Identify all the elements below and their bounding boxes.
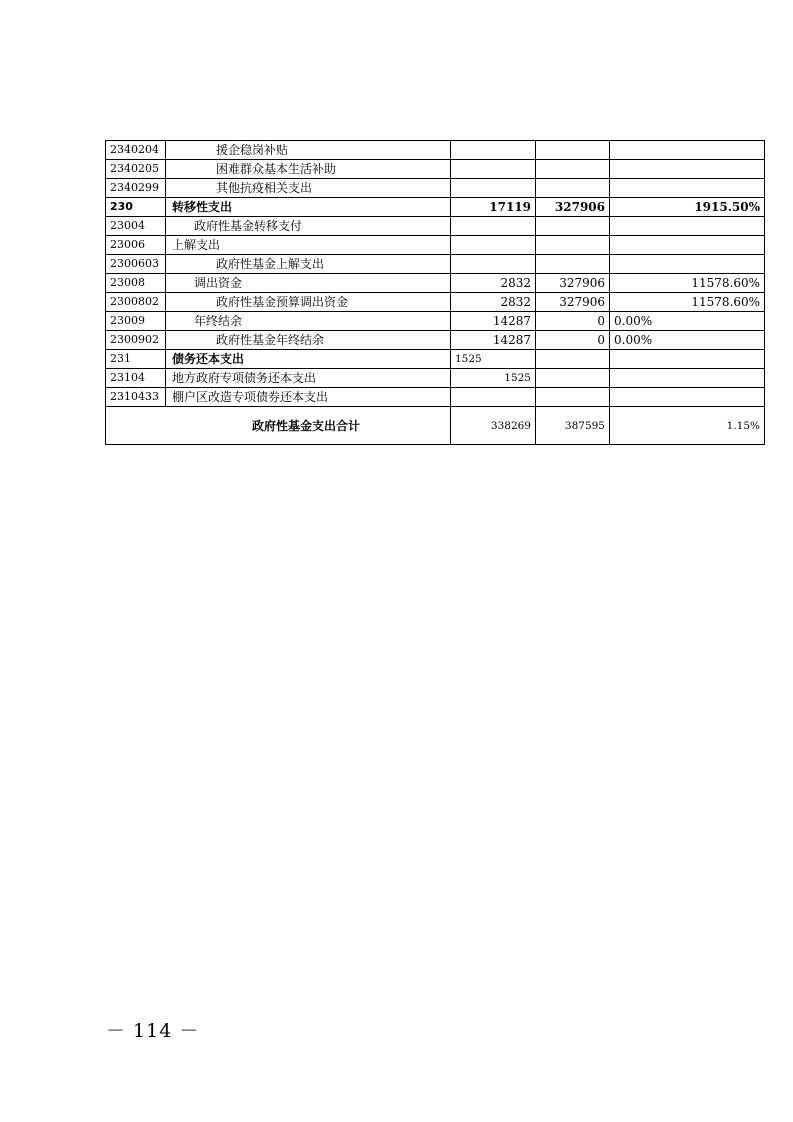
value-col1: 14287	[451, 312, 536, 331]
total-row	[106, 407, 765, 445]
value-col2: 327906	[536, 198, 610, 217]
value-col3	[610, 141, 765, 160]
item-name: 调出资金	[166, 274, 451, 293]
item-name: 棚户区改造专项债券还本支出	[166, 388, 451, 407]
value-col2: 327906	[536, 293, 610, 312]
item-name: 其他抗疫相关支出	[166, 179, 451, 198]
item-code: 230	[106, 198, 166, 217]
table-row	[106, 217, 765, 236]
value-col3	[610, 369, 765, 388]
value-col3	[610, 160, 765, 179]
table-row	[106, 255, 765, 274]
item-name: 年终结余	[166, 312, 451, 331]
value-col3: 0.00%	[610, 331, 765, 350]
table-row	[106, 141, 765, 160]
item-name: 政府性基金预算调出资金	[166, 293, 451, 312]
total-col3: 1.15%	[610, 407, 765, 445]
table-row	[106, 179, 765, 198]
value-col1: 1525	[451, 369, 536, 388]
value-col1	[451, 236, 536, 255]
table-row	[106, 293, 765, 312]
value-col1	[451, 388, 536, 407]
total-col2: 387595	[536, 407, 610, 445]
budget-table	[105, 140, 765, 445]
item-code: 23004	[106, 217, 166, 236]
item-name: 转移性支出	[166, 198, 451, 217]
value-col3	[610, 350, 765, 369]
value-col1	[451, 160, 536, 179]
value-col3	[610, 236, 765, 255]
value-col3	[610, 255, 765, 274]
item-code: 2300603	[106, 255, 166, 274]
item-name: 上解支出	[166, 236, 451, 255]
value-col2: 0	[536, 331, 610, 350]
item-code: 23006	[106, 236, 166, 255]
table-row	[106, 274, 765, 293]
table-row	[106, 331, 765, 350]
value-col2	[536, 350, 610, 369]
value-col1: 14287	[451, 331, 536, 350]
item-name: 政府性基金上解支出	[166, 255, 451, 274]
item-name: 援企稳岗补贴	[166, 141, 451, 160]
table-row	[106, 350, 765, 369]
item-code: 23104	[106, 369, 166, 388]
value-col2	[536, 388, 610, 407]
value-col3	[610, 388, 765, 407]
table-row	[106, 160, 765, 179]
item-code: 2310433	[106, 388, 166, 407]
table-row	[106, 312, 765, 331]
value-col1: 2832	[451, 274, 536, 293]
item-code: 2300902	[106, 331, 166, 350]
item-code: 2340205	[106, 160, 166, 179]
value-col3: 1915.50%	[610, 198, 765, 217]
value-col1	[451, 141, 536, 160]
value-col1: 17119	[451, 198, 536, 217]
value-col2	[536, 369, 610, 388]
table-row	[106, 236, 765, 255]
item-name: 地方政府专项债务还本支出	[166, 369, 451, 388]
value-col1: 2832	[451, 293, 536, 312]
table-row	[106, 369, 765, 388]
item-code: 2340299	[106, 179, 166, 198]
item-code: 2340204	[106, 141, 166, 160]
value-col3: 0.00%	[610, 312, 765, 331]
item-code: 23008	[106, 274, 166, 293]
total-label: 政府性基金支出合计	[106, 407, 451, 445]
value-col2	[536, 179, 610, 198]
item-code: 23009	[106, 312, 166, 331]
item-name: 债务还本支出	[166, 350, 451, 369]
item-code: 231	[106, 350, 166, 369]
value-col2	[536, 236, 610, 255]
value-col2: 327906	[536, 274, 610, 293]
value-col3	[610, 217, 765, 236]
item-name: 政府性基金转移支付	[166, 217, 451, 236]
table-row	[106, 388, 765, 407]
value-col1: 1525	[451, 350, 536, 369]
value-col3	[610, 179, 765, 198]
value-col2	[536, 217, 610, 236]
table-row	[106, 198, 765, 217]
value-col2: 0	[536, 312, 610, 331]
value-col2	[536, 255, 610, 274]
item-name: 政府性基金年终结余	[166, 331, 451, 350]
item-name: 困难群众基本生活补助	[166, 160, 451, 179]
page-number: － 114 －	[106, 1020, 200, 1042]
value-col2	[536, 160, 610, 179]
total-col1: 338269	[451, 407, 536, 445]
value-col2	[536, 141, 610, 160]
item-code: 2300802	[106, 293, 166, 312]
value-col3: 11578.60%	[610, 293, 765, 312]
value-col1	[451, 255, 536, 274]
value-col1	[451, 179, 536, 198]
value-col3: 11578.60%	[610, 274, 765, 293]
value-col1	[451, 217, 536, 236]
